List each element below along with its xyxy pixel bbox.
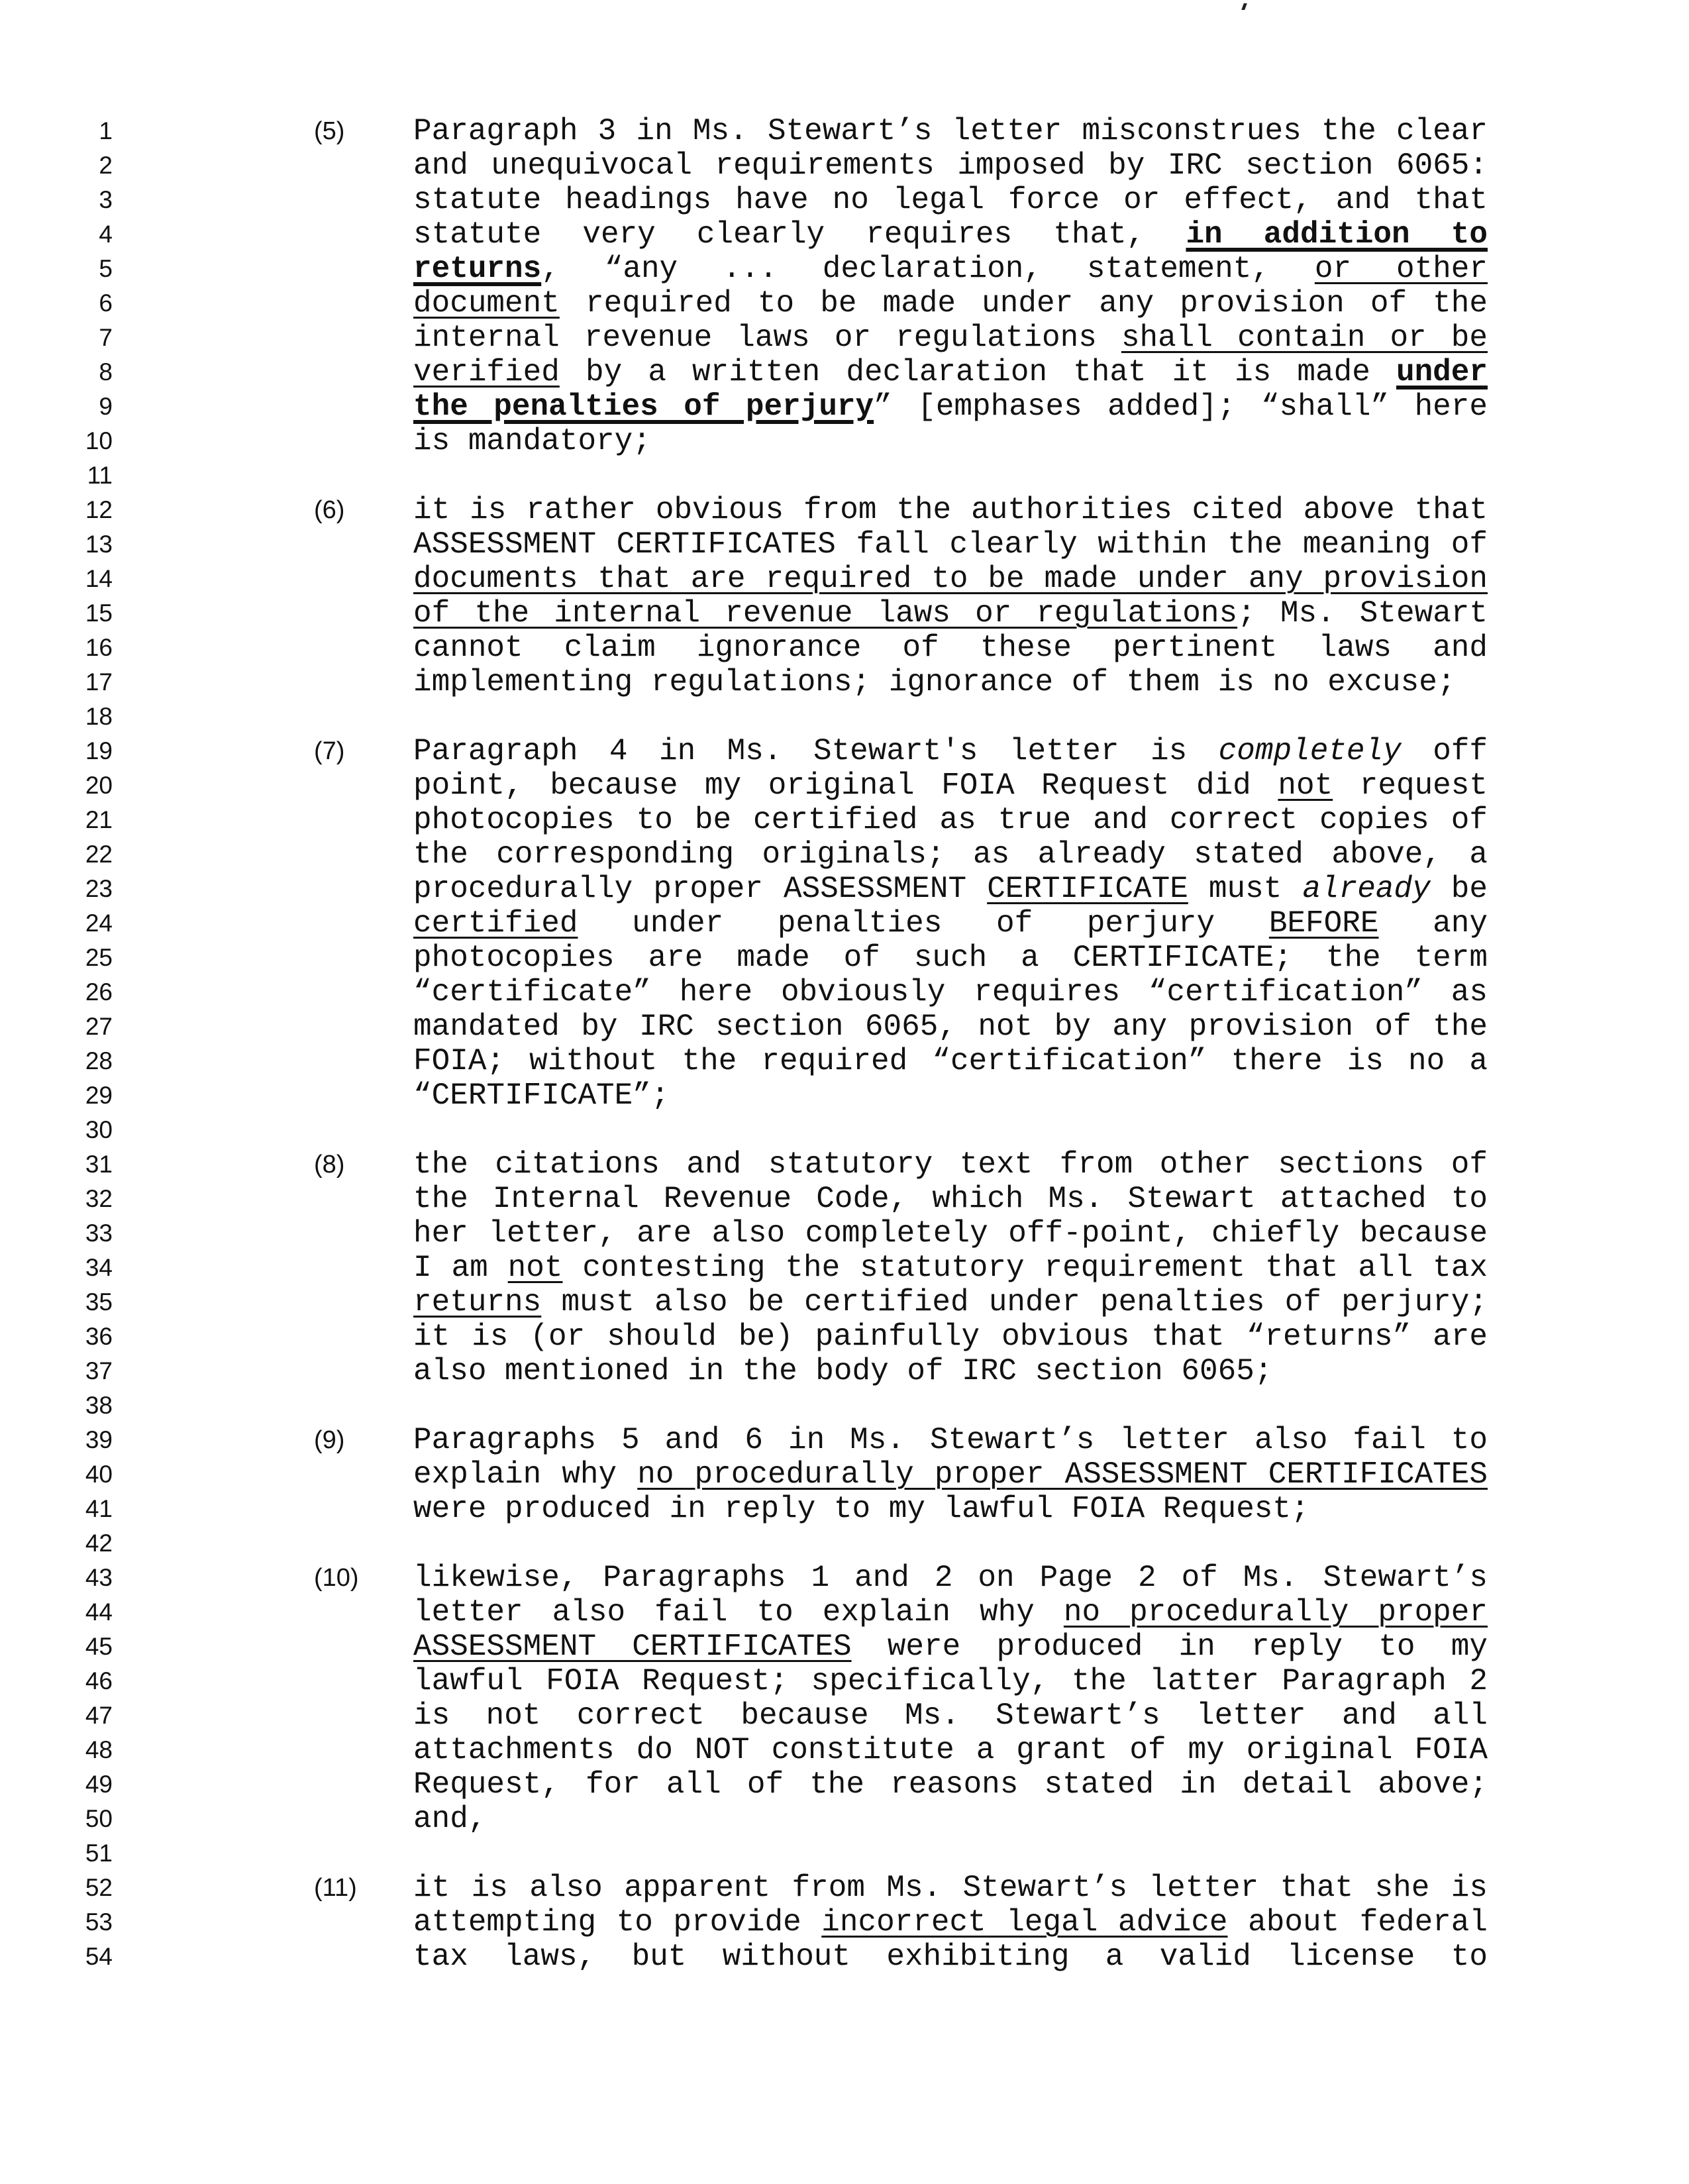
line-number: 33 bbox=[85, 1220, 113, 1247]
line-number: 13 bbox=[85, 531, 113, 558]
underlined-emphasis: no procedurally proper bbox=[1063, 1595, 1488, 1630]
text-run: required to be made under any provision of the bbox=[559, 286, 1488, 321]
text-run: Paragraphs 5 and 6 in Ms. Stewart’s letter also fail to bbox=[413, 1423, 1488, 1457]
text-run: ASSESSMENT CERTIFICATES fall clearly within the meaning of bbox=[413, 527, 1488, 562]
line-number: 49 bbox=[85, 1771, 113, 1798]
text-line bbox=[413, 527, 1488, 562]
line-number: 46 bbox=[85, 1667, 113, 1694]
text-run: statute very clearly requires that, bbox=[413, 217, 1186, 252]
line-number: 34 bbox=[85, 1254, 113, 1281]
text-run: photocopies to be certified as true and correct copies of bbox=[413, 803, 1488, 837]
line-number: 48 bbox=[85, 1736, 113, 1763]
line-number: 11 bbox=[87, 462, 113, 489]
line-number-row bbox=[0, 700, 1689, 734]
text-line bbox=[413, 1871, 1488, 1905]
text-line bbox=[413, 114, 1488, 148]
text-run: about federal bbox=[1227, 1905, 1488, 1940]
underlined-emphasis: BEFORE bbox=[1268, 906, 1379, 941]
text-run: the Internal Revenue Code, which Ms. Stewart attached to bbox=[413, 1182, 1488, 1216]
text-line bbox=[413, 1630, 1488, 1664]
text-run: Paragraph 3 in Ms. Stewart’s letter misconstrues the clear bbox=[413, 114, 1488, 148]
italic-emphasis: completely bbox=[1218, 734, 1402, 768]
text-run: any bbox=[1378, 906, 1488, 941]
text-line bbox=[413, 872, 1488, 906]
line-number: 9 bbox=[99, 393, 113, 420]
text-run: letter also fail to explain why bbox=[413, 1595, 1064, 1630]
text-run: also mentioned in the body of IRC section 6065; bbox=[413, 1354, 1273, 1388]
text-run: the citations and statutory text from other sections of bbox=[413, 1147, 1488, 1182]
text-line bbox=[413, 1010, 1488, 1044]
line-number: 47 bbox=[85, 1702, 113, 1729]
text-run: point, because my original FOIA Request did bbox=[413, 768, 1278, 803]
text-line bbox=[413, 837, 1488, 872]
text-run: under penalties of perjury bbox=[578, 906, 1269, 941]
text-line bbox=[413, 217, 1488, 252]
text-run: implementing regulations; ignorance of them is no excuse; bbox=[413, 665, 1456, 700]
line-number: 4 bbox=[99, 221, 113, 248]
text-run: attempting to provide bbox=[413, 1905, 822, 1940]
line-number: 8 bbox=[99, 358, 113, 386]
text-line bbox=[413, 1940, 1488, 1974]
text-line bbox=[413, 906, 1488, 941]
line-number: 45 bbox=[85, 1633, 113, 1660]
line-number: 42 bbox=[85, 1530, 113, 1557]
text-run: off bbox=[1401, 734, 1488, 768]
text-run: Paragraph 4 in Ms. Stewart's letter is bbox=[413, 734, 1219, 768]
text-run: contesting the statutory requirement that all tax bbox=[562, 1251, 1488, 1285]
underlined-emphasis: returns bbox=[413, 1285, 542, 1320]
line-number: 25 bbox=[85, 944, 113, 971]
bold-underlined-emphasis: the penalties of perjury bbox=[413, 390, 874, 424]
line-number: 43 bbox=[85, 1564, 113, 1591]
text-line bbox=[413, 596, 1488, 631]
text-line bbox=[413, 1492, 1488, 1526]
text-line bbox=[413, 252, 1488, 286]
text-line bbox=[413, 975, 1488, 1010]
bold-underlined-emphasis: under bbox=[1396, 355, 1488, 390]
bold-underlined-emphasis: returns bbox=[413, 252, 542, 286]
text-run: is mandatory; bbox=[413, 424, 651, 458]
underlined-emphasis: ASSESSMENT CERTIFICATES bbox=[413, 1630, 852, 1664]
text-line bbox=[413, 183, 1488, 217]
text-line bbox=[413, 734, 1488, 768]
text-line bbox=[413, 1216, 1488, 1251]
line-number: 41 bbox=[85, 1495, 113, 1522]
text-line bbox=[413, 1354, 1488, 1388]
text-run: likewise, Paragraphs 1 and 2 on Page 2 of Ms. Stewart’s bbox=[413, 1561, 1488, 1595]
underlined-emphasis: no procedurally proper ASSESSMENT CERTIFICATES bbox=[637, 1457, 1488, 1492]
underlined-emphasis: CERTIFICATE bbox=[987, 872, 1188, 906]
bold-underlined-emphasis: in addition to bbox=[1186, 217, 1488, 252]
paragraph-number: (8) bbox=[314, 1151, 345, 1178]
text-line bbox=[413, 1320, 1488, 1354]
line-number: 40 bbox=[85, 1461, 113, 1488]
text-line bbox=[413, 562, 1488, 596]
text-run: it is also apparent from Ms. Stewart’s letter that she is bbox=[413, 1871, 1488, 1905]
line-number-row bbox=[0, 1836, 1689, 1871]
text-line bbox=[413, 1767, 1488, 1802]
underlined-emphasis: verified bbox=[413, 355, 560, 390]
text-run: be bbox=[1430, 872, 1488, 906]
line-number: 12 bbox=[85, 496, 113, 523]
line-number: 30 bbox=[85, 1116, 113, 1143]
line-number: 23 bbox=[85, 875, 113, 902]
text-line bbox=[413, 1457, 1488, 1492]
line-number: 32 bbox=[85, 1185, 113, 1212]
underlined-emphasis: document bbox=[413, 286, 560, 321]
underlined-emphasis: of the internal revenue laws or regulations bbox=[413, 596, 1238, 631]
line-number: 29 bbox=[85, 1082, 113, 1109]
line-number: 36 bbox=[85, 1323, 113, 1350]
text-run: statute headings have no legal force or effect, and that bbox=[413, 183, 1488, 217]
line-number: 20 bbox=[85, 772, 113, 799]
line-number: 35 bbox=[85, 1288, 113, 1316]
text-line bbox=[413, 1182, 1488, 1216]
text-run: procedurally proper ASSESSMENT bbox=[413, 872, 988, 906]
text-line bbox=[413, 390, 1488, 424]
text-line bbox=[413, 1044, 1488, 1078]
line-number: 26 bbox=[85, 978, 113, 1006]
line-number: 17 bbox=[85, 668, 113, 696]
line-number: 44 bbox=[85, 1598, 113, 1626]
paragraph-number: (6) bbox=[314, 496, 345, 524]
scan-speck bbox=[1241, 3, 1247, 10]
text-line bbox=[413, 321, 1488, 355]
underlined-emphasis: incorrect legal advice bbox=[821, 1905, 1228, 1940]
line-number-row bbox=[0, 458, 1689, 493]
text-run: were produced in reply to my lawful FOIA Request; bbox=[413, 1492, 1309, 1526]
text-run: request bbox=[1333, 768, 1488, 803]
line-number: 31 bbox=[85, 1151, 113, 1178]
text-run: it is rather obvious from the authorities cited above that bbox=[413, 493, 1488, 527]
text-run: , “any ... declaration, statement, bbox=[541, 252, 1315, 286]
text-line bbox=[413, 1802, 1488, 1836]
text-line bbox=[413, 1285, 1488, 1320]
underlined-emphasis: not bbox=[1278, 768, 1333, 803]
text-line bbox=[413, 286, 1488, 321]
text-line bbox=[413, 1561, 1488, 1595]
text-run: must also be certified under penalties of perjury; bbox=[541, 1285, 1488, 1320]
text-run: internal revenue laws or regulations bbox=[413, 321, 1121, 355]
text-run: it is (or should be) painfully obvious that “returns” are bbox=[413, 1320, 1488, 1354]
text-run: is not correct because Ms. Stewart’s letter and all bbox=[413, 1698, 1488, 1733]
text-run: FOIA; without the required “certification” there is no a bbox=[413, 1044, 1488, 1078]
text-run: I am bbox=[413, 1251, 508, 1285]
text-line bbox=[413, 803, 1488, 837]
paragraph-number: (5) bbox=[314, 117, 345, 145]
line-number: 16 bbox=[85, 634, 113, 661]
text-line bbox=[413, 1078, 1488, 1113]
text-run: photocopies are made of such a CERTIFICATE; the term bbox=[413, 941, 1488, 975]
text-line bbox=[413, 1251, 1488, 1285]
text-line bbox=[413, 665, 1488, 700]
text-run: ; Ms. Stewart bbox=[1237, 596, 1488, 631]
line-number: 18 bbox=[85, 703, 113, 730]
text-line bbox=[413, 941, 1488, 975]
paragraph-number: (9) bbox=[314, 1426, 345, 1454]
line-number: 38 bbox=[85, 1392, 113, 1419]
line-number-row bbox=[0, 1388, 1689, 1423]
text-line bbox=[413, 355, 1488, 390]
text-line bbox=[413, 1664, 1488, 1698]
line-number-row bbox=[0, 1113, 1689, 1147]
line-number: 39 bbox=[85, 1426, 113, 1453]
line-number: 37 bbox=[85, 1357, 113, 1384]
text-run: mandated by IRC section 6065, not by any provision of the bbox=[413, 1010, 1488, 1044]
line-number: 6 bbox=[99, 289, 113, 317]
text-run: must bbox=[1188, 872, 1303, 906]
line-number: 54 bbox=[85, 1943, 113, 1970]
text-run: and unequivocal requirements imposed by IRC section 6065: bbox=[413, 148, 1488, 183]
text-run: cannot claim ignorance of these pertinent laws and bbox=[413, 631, 1488, 665]
text-line bbox=[413, 1423, 1488, 1457]
line-number: 21 bbox=[85, 806, 113, 833]
text-run: “CERTIFICATE”; bbox=[413, 1078, 670, 1113]
text-run: attachments do NOT constitute a grant of my original FOIA bbox=[413, 1733, 1488, 1767]
text-line bbox=[413, 1595, 1488, 1630]
text-run: were produced in reply to my bbox=[851, 1630, 1488, 1664]
line-number: 14 bbox=[85, 565, 113, 592]
text-line bbox=[413, 1733, 1488, 1767]
line-number: 51 bbox=[85, 1840, 113, 1867]
underlined-emphasis: or other bbox=[1314, 252, 1488, 286]
text-run: lawful FOIA Request; specifically, the latter Paragraph 2 bbox=[413, 1664, 1488, 1698]
paragraph-number: (7) bbox=[314, 737, 345, 765]
underlined-emphasis: shall contain or be bbox=[1121, 321, 1488, 355]
paragraph-number: (11) bbox=[314, 1874, 357, 1902]
line-number: 2 bbox=[99, 152, 113, 179]
underlined-emphasis: not bbox=[507, 1251, 563, 1285]
line-number: 50 bbox=[85, 1805, 113, 1832]
text-run: her letter, are also completely off-point, chiefly because bbox=[413, 1216, 1488, 1251]
text-run: and, bbox=[413, 1802, 487, 1836]
text-line bbox=[413, 493, 1488, 527]
line-number: 22 bbox=[85, 841, 113, 868]
line-number: 28 bbox=[85, 1047, 113, 1074]
text-line bbox=[413, 1905, 1488, 1940]
underlined-emphasis: certified bbox=[413, 906, 578, 941]
text-line bbox=[413, 424, 1488, 458]
italic-emphasis: already bbox=[1302, 872, 1431, 906]
line-number: 7 bbox=[99, 324, 113, 351]
text-line bbox=[413, 768, 1488, 803]
line-number: 19 bbox=[85, 737, 113, 764]
text-run: tax laws, but without exhibiting a valid license to bbox=[413, 1940, 1488, 1974]
line-number: 15 bbox=[85, 599, 113, 627]
line-number: 3 bbox=[99, 186, 113, 213]
text-run: ” [emphases added]; “shall” here bbox=[874, 390, 1488, 424]
line-number: 1 bbox=[99, 117, 113, 144]
line-number: 53 bbox=[85, 1908, 113, 1936]
text-run: the corresponding originals; as already stated above, a bbox=[413, 837, 1488, 872]
text-run: by a written declaration that it is made bbox=[559, 355, 1396, 390]
text-line bbox=[413, 631, 1488, 665]
line-number: 52 bbox=[85, 1874, 113, 1901]
line-number-row bbox=[0, 1526, 1689, 1561]
text-run: explain why bbox=[413, 1457, 638, 1492]
text-run: Request, for all of the reasons stated in detail above; bbox=[413, 1767, 1488, 1802]
line-number: 27 bbox=[85, 1013, 113, 1040]
text-line bbox=[413, 148, 1488, 183]
text-line bbox=[413, 1698, 1488, 1733]
text-run: “certificate” here obviously requires “certification” as bbox=[413, 975, 1488, 1010]
paragraph-number: (10) bbox=[314, 1564, 359, 1592]
underlined-emphasis: documents that are required to be made under any provision bbox=[413, 562, 1488, 596]
line-number: 10 bbox=[85, 427, 113, 454]
line-number: 5 bbox=[99, 255, 113, 282]
line-number: 24 bbox=[85, 910, 113, 937]
text-line bbox=[413, 1147, 1488, 1182]
